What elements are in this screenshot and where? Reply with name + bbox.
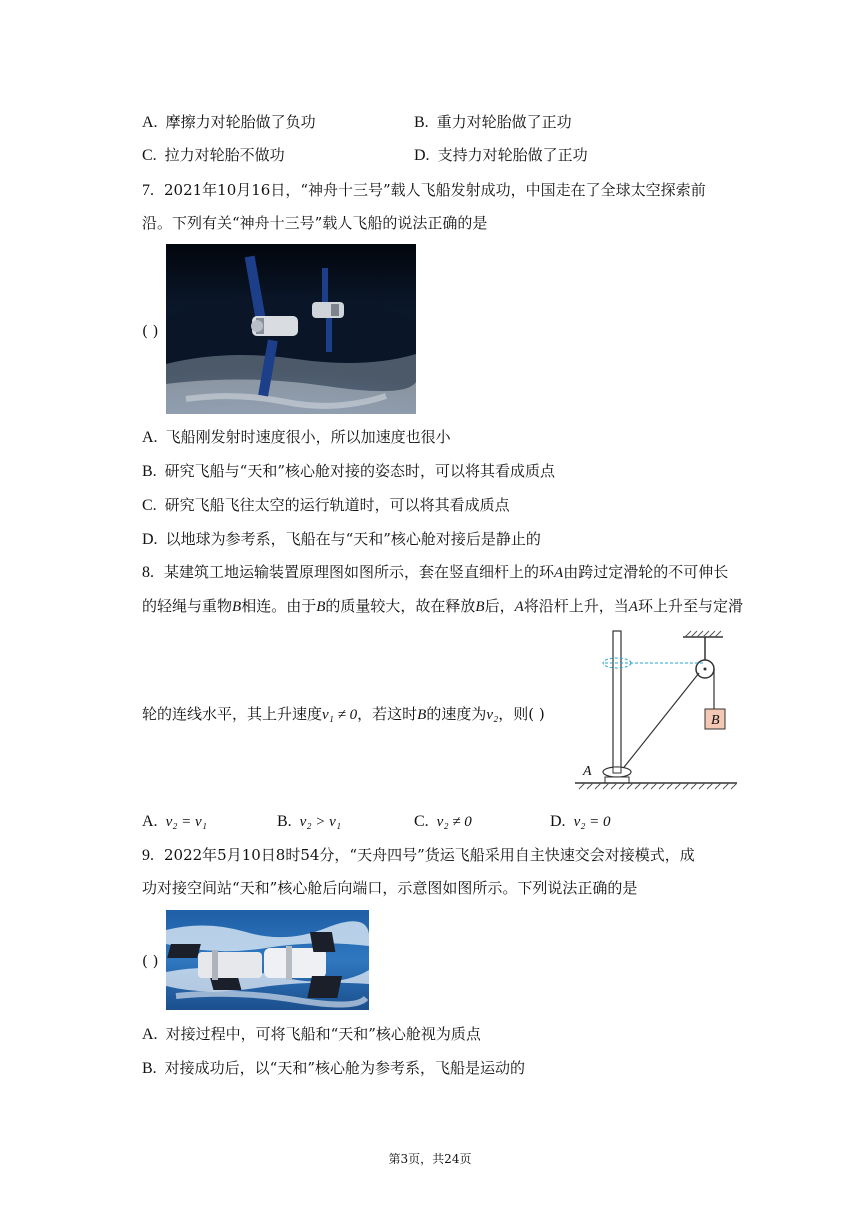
- option-text: v₂ = v₁: [165, 814, 207, 830]
- q8-stem-line2: [142, 596, 743, 617]
- option-text: v₂ = 0: [573, 814, 611, 830]
- q9-stem-line2: 功对接空间站“天和”核心舱后向端口，示意图如图所示。下列说法正确的是: [142, 879, 638, 897]
- option-text: 对接成功后，以“天和”核心舱为参考系，飞船是运动的: [164, 1059, 526, 1077]
- q8-option-c: [414, 811, 472, 832]
- option-text: 飞船刚发射时速度很小，所以加速度也很小: [165, 428, 451, 446]
- q7-text: 2021年10月16日，“神舟十三号”载人飞船发射成功，中国走在了全球太空探索前: [164, 181, 706, 199]
- q7-stem-line2: 沿。下列有关“神舟十三号”载人飞船的说法正确的是: [142, 214, 488, 232]
- option-text: 支持力对轮胎做了正功: [437, 146, 588, 164]
- q7-option-b: [142, 461, 555, 482]
- q8-text: 由跨过定滑轮的不可伸长: [563, 563, 729, 581]
- var-a: A: [628, 599, 638, 615]
- option-label: B.: [277, 813, 292, 830]
- v1-expression: v₁ ≠ 0: [322, 707, 358, 723]
- option-label: D.: [142, 531, 158, 548]
- option-label: A.: [142, 429, 158, 446]
- option-label: B.: [414, 114, 429, 131]
- q8-text: 的质量较大，故在释放: [325, 597, 476, 615]
- q8-text: ，则( ): [498, 705, 545, 723]
- option-label: A.: [142, 114, 158, 131]
- question-number: 9.: [142, 847, 154, 864]
- option-text: 研究飞船与“天和”核心舱对接的姿态时，可以将其看成质点: [164, 462, 556, 480]
- q7-option-c: [142, 495, 510, 516]
- figure-label-a: A: [583, 764, 592, 779]
- question-number: 8.: [142, 564, 154, 581]
- q8-option-b: [277, 811, 341, 832]
- option-text: 对接过程中，可将飞船和“天和”核心舱视为质点: [165, 1025, 481, 1043]
- var-b: B: [316, 599, 326, 615]
- q7-stem-line1: [142, 180, 706, 201]
- figure-label-b: B: [711, 713, 720, 728]
- q6-option-d: [414, 145, 588, 166]
- var-b: B: [232, 599, 242, 615]
- option-label: A.: [142, 1026, 158, 1043]
- option-text: 摩擦力对轮胎做了负功: [165, 113, 316, 131]
- q8-text: ，若这时: [357, 705, 418, 723]
- q8-text: 的轻绳与重物: [142, 597, 233, 615]
- option-label: C.: [142, 147, 157, 164]
- q8-text: 后，: [484, 597, 515, 615]
- option-label: B.: [142, 1060, 157, 1077]
- q6-option-c: [142, 145, 285, 166]
- q8-text: 轮的连线水平，其上升速度: [142, 705, 323, 723]
- q8-option-d: [550, 811, 611, 832]
- q9-option-a: [142, 1024, 481, 1045]
- option-text: 重力对轮胎做了正功: [436, 113, 572, 131]
- q9-docking-image: [166, 910, 369, 1010]
- option-label: B.: [142, 463, 157, 480]
- var-b: B: [417, 707, 427, 723]
- option-text: 研究飞船飞往太空的运行轨道时，可以将其看成质点: [164, 496, 510, 514]
- q8-text: 某建筑工地运输装置原理图如图所示，套在竖直细杆上的环: [164, 563, 555, 581]
- option-text: 以地球为参考系，飞船在与“天和”核心舱对接后是静止的: [165, 530, 541, 548]
- page-footer: 第3页，共24页: [388, 1152, 472, 1166]
- q8-pulley-diagram: [575, 625, 745, 800]
- var-b: B: [475, 599, 485, 615]
- q8-stem-line3: [142, 704, 545, 725]
- q9-option-b: [142, 1058, 525, 1079]
- q9-text: 2022年5月10日8时54分，“天舟四号”货运飞船采用自主快速交会对接模式，成: [164, 846, 695, 864]
- q8-text: 相连。由于: [241, 597, 317, 615]
- var-a: A: [514, 599, 524, 615]
- option-label: C.: [414, 813, 429, 830]
- q7-spacecraft-image: [166, 244, 416, 414]
- q7-option-a: [142, 427, 451, 448]
- q8-text: 环上升至与定滑: [637, 597, 743, 615]
- q6-option-a: [142, 112, 316, 133]
- v2-symbol: v₂: [486, 707, 499, 723]
- option-text: 拉力对轮胎不做功: [164, 146, 285, 164]
- q9-stem-line1: [142, 845, 695, 866]
- q7-answer-paren: ( ): [142, 322, 159, 340]
- option-text: v₂ > v₁: [299, 814, 342, 830]
- q8-option-a: [142, 811, 207, 832]
- q9-answer-paren: ( ): [142, 952, 159, 970]
- option-text: v₂ ≠ 0: [436, 814, 472, 830]
- q8-stem-line1: [142, 562, 728, 583]
- option-label: A.: [142, 813, 158, 830]
- option-label: D.: [550, 813, 566, 830]
- option-label: C.: [142, 497, 157, 514]
- q7-option-d: [142, 529, 541, 550]
- option-label: D.: [414, 147, 430, 164]
- question-number: 7.: [142, 182, 154, 199]
- q8-text: 将沿杆上升，当: [523, 597, 629, 615]
- var-a: A: [554, 565, 564, 581]
- q6-option-b: [414, 112, 572, 133]
- q8-text: 的速度为: [426, 705, 487, 723]
